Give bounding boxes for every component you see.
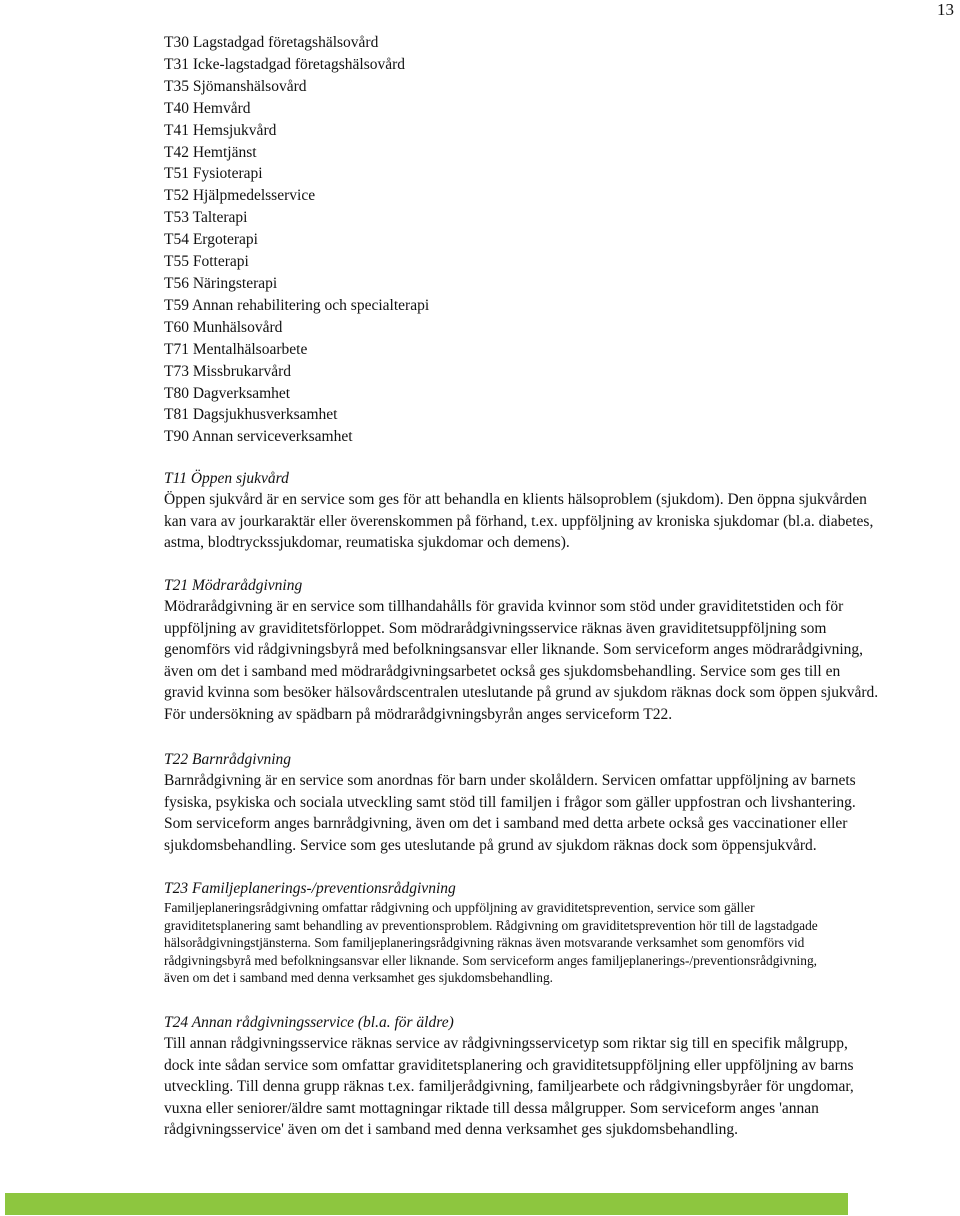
list-item: T54 Ergoterapi bbox=[164, 231, 258, 249]
list-item: T59 Annan rehabilitering och specialterapi bbox=[164, 296, 430, 314]
body-line: genomförs vid rådgivningsbyrå med befolkningsansvar eller liknande. Som serviceform anges mödrarådgivning, bbox=[164, 641, 864, 659]
body-line: astma, blodtryckssjukdomar, reumatiska sjukdomar och demens). bbox=[164, 534, 570, 552]
service-code-list bbox=[164, 32, 954, 448]
body-line: vuxna eller seniorer/äldre samt mottagningar riktade till dessa målgrupper. Som serviceform anges 'annan bbox=[164, 1099, 819, 1117]
section-t22 bbox=[164, 749, 856, 856]
body-line: graviditetsplanering samt behandling av preventionsproblem. Rådgivning om graviditetsprevention hör till de lagstadgade bbox=[164, 917, 818, 933]
body-line: rådgivningsservice' även om det i samband med denna verksamhet ges sjukdomsbehandling. bbox=[164, 1121, 738, 1139]
list-item: T60 Munhälsovård bbox=[164, 318, 283, 336]
footer-bar bbox=[5, 1193, 848, 1215]
list-item: T53 Talterapi bbox=[164, 209, 248, 227]
body-line: Mödrarådgivning är en service som tillhandahålls för gravida kvinnor som stöd under graviditetstiden och för bbox=[164, 598, 844, 615]
section-t21 bbox=[164, 575, 878, 726]
list-item: T55 Fotterapi bbox=[164, 253, 249, 271]
list-item: T90 Annan serviceverksamhet bbox=[164, 428, 353, 446]
body-line: Till annan rådgivningsservice räknas service av rådgivningsservicetyp som riktar sig till en specifik målgrupp, bbox=[164, 1035, 848, 1052]
section-t23 bbox=[164, 878, 818, 987]
body-line: utveckling. Till denna grupp räknas t.ex. familjerådgivning, familjearbete och rådgivningsbyråer för ungdomar, bbox=[164, 1078, 854, 1096]
section-title: T21 Mödrarådgivning bbox=[164, 577, 303, 594]
body-line: kan vara av jourkaraktär eller överenskommen på förhand, t.ex. uppföljning av kroniska sjukdomar (bl.a. diabetes, bbox=[164, 512, 874, 530]
list-item: T35 Sjömanshälsovård bbox=[164, 77, 307, 95]
section-body bbox=[164, 899, 818, 987]
section-title: T24 Annan rådgivningsservice (bl.a. för äldre) bbox=[164, 1014, 454, 1031]
document-content bbox=[164, 32, 954, 1139]
section-body bbox=[164, 596, 878, 726]
body-line: rådgivningsbyrå med befolkningsansvar eller liknande. Som serviceform anges familjeplanerings-/preventionsrådgivning, bbox=[164, 952, 817, 968]
body-line: även om det i samband med mödrarådgivningsarbetet också ges sjukdomsbehandling. Service som ges till en bbox=[164, 662, 841, 680]
section-title: T23 Familjeplanerings-/preventionsrådgivning bbox=[164, 880, 456, 897]
list-item: T81 Dagsjukhusverksamhet bbox=[164, 406, 338, 424]
list-item: T40 Hemvård bbox=[164, 99, 251, 117]
body-line: dock inte sådan service som omfattar graviditetsplanering och graviditetsuppföljning eller uppföljning av barns bbox=[164, 1056, 854, 1074]
list-item: T80 Dagverksamhet bbox=[164, 384, 291, 402]
body-line: Familjeplaneringsrådgivning omfattar rådgivning och uppföljning av graviditetsprevention, service som gäller bbox=[164, 900, 755, 915]
section-body bbox=[164, 1033, 854, 1141]
list-item: T30 Lagstadgad företagshälsovård bbox=[164, 34, 379, 51]
list-item: T31 Icke-lagstadgad företagshälsovård bbox=[164, 55, 406, 73]
body-line: För undersökning av spädbarn på mödrarådgivningsbyrån anges serviceform T22. bbox=[164, 705, 673, 723]
list-item: T42 Hemtjänst bbox=[164, 143, 257, 161]
body-line: även om det i samband med denna verksamhet ges sjukdomsbehandling. bbox=[164, 970, 553, 986]
list-item: T51 Fysioterapi bbox=[164, 165, 263, 183]
page-number: 13 bbox=[937, 0, 954, 19]
section-body bbox=[164, 770, 856, 856]
body-line: uppföljning av graviditetsförloppet. Som mödrarådgivningsservice räknas även graviditetsuppföljning som bbox=[164, 619, 827, 637]
list-item: T52 Hjälpmedelsservice bbox=[164, 187, 316, 205]
list-item: T41 Hemsjukvård bbox=[164, 121, 277, 139]
body-line: gravid kvinna som besöker hälsovårdscentralen uteslutande på grund av sjukdom räknas dock som öppen sjukvård. bbox=[164, 684, 879, 702]
body-line: fysiska, psykiska och sociala utveckling samt stöd till familjen i frågor som gäller uppfostran och livshantering. bbox=[164, 793, 856, 811]
section-title: T11 Öppen sjukvård bbox=[164, 470, 289, 487]
section-body bbox=[164, 489, 873, 554]
list-item: T73 Missbrukarvård bbox=[164, 362, 291, 380]
body-line: sjukdomsbehandling. Service som ges uteslutande på grund av sjukdom räknas dock som öppensjukvård. bbox=[164, 836, 817, 854]
section-title: T22 Barnrådgivning bbox=[164, 751, 292, 768]
body-line: Som serviceform anges barnrådgivning, även om det i samband med detta arbete också ges vaccinationer eller bbox=[164, 815, 848, 833]
list-item: T56 Näringsterapi bbox=[164, 274, 278, 292]
section-t24 bbox=[164, 1012, 854, 1141]
list-item: T71 Mentalhälsoarbete bbox=[164, 340, 308, 358]
body-line: hälsorådgivningstjänsterna. Som familjeplaneringsrådgivning räknas även motsvarande verksamhet som genomförs vid bbox=[164, 935, 805, 951]
body-line: Öppen sjukvård är en service som ges för att behandla en klients hälsoproblem (sjukdom). Den öppna sjukvården bbox=[164, 491, 867, 508]
body-line: Barnrådgivning är en service som anordnas för barn under skolåldern. Servicen omfattar uppföljning av barnets bbox=[164, 772, 856, 789]
section-t11 bbox=[164, 468, 873, 554]
